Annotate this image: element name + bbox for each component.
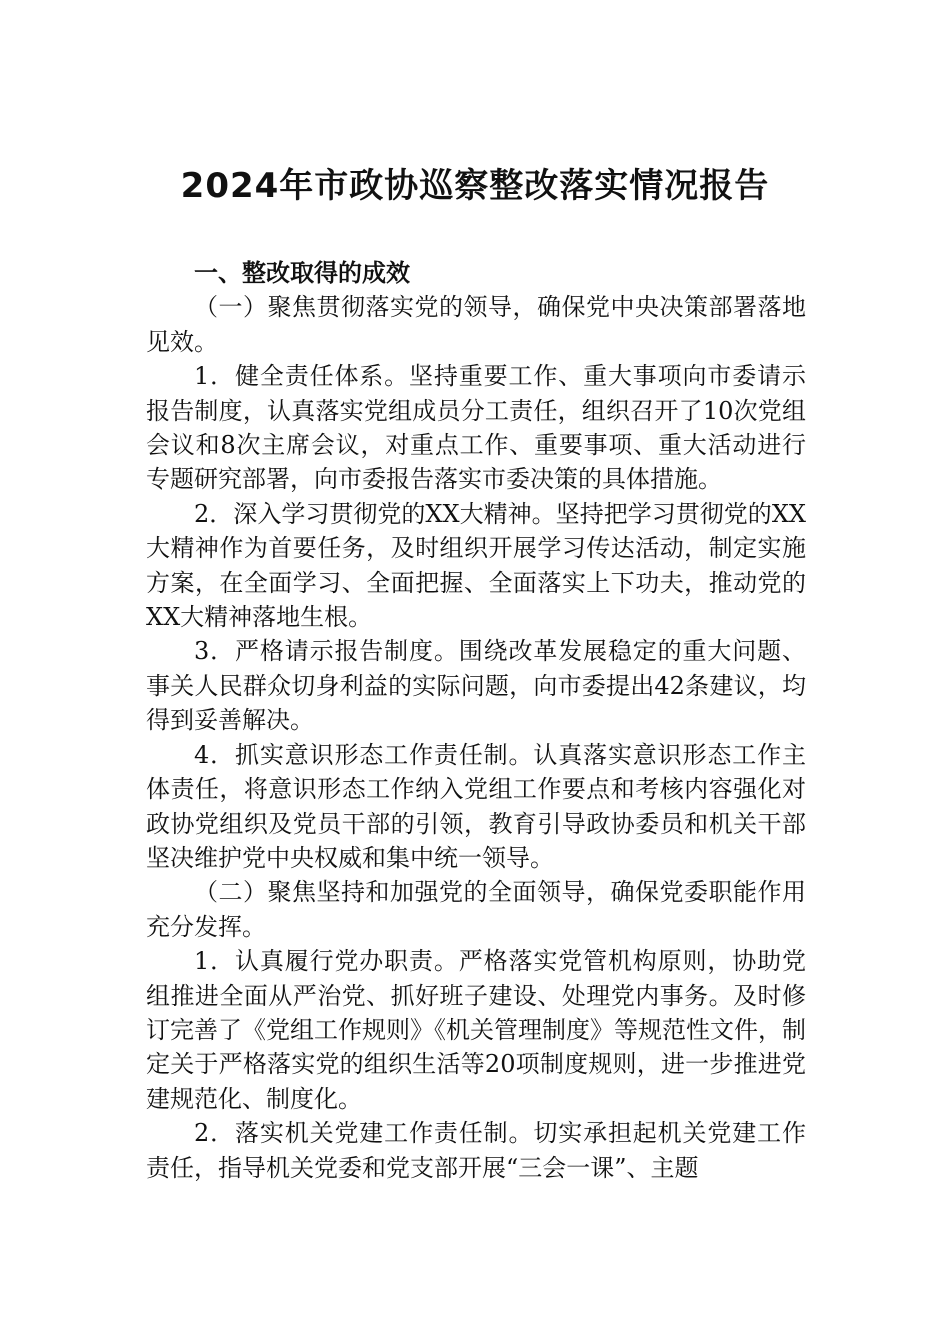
- paragraph: 4．抓实意识形态工作责任制。认真落实意识形态工作主体责任，将意识形态工作纳入党组工作要点和考核内容强化对政协党组织及党员干部的引领，教育引导政协委员和机关干部坚决维护党中央权威和集中统一领导。: [146, 740, 806, 872]
- paragraph: 2．深入学习贯彻党的XX大精神。坚持把学习贯彻党的XX大精神作为首要任务，及时组织开展学习传达活动，制定实施方案，在全面学习、全面把握、全面落实上下功夫，推动党的XX大精神落地生根。: [146, 499, 806, 632]
- paragraph: 1．认真履行党办职责。严格落实党管机构原则，协助党组推进全面从严治党、抓好班子建设、处理党内事务。及时修订完善了《党组工作规则》《机关管理制度》等规范性文件，制定关于严格落实党的组织生活等20项制度规则，进一步推进党建规范化、制度化。: [146, 947, 806, 1113]
- subsection-heading: （二）聚焦坚持和加强党的全面领导，确保党委职能作用充分发挥。: [146, 878, 806, 941]
- document-title: 2024年市政协巡察整改落实情况报告: [180, 166, 770, 206]
- section-heading: 一、整改取得的成效: [194, 259, 410, 287]
- document-body: [146, 256, 806, 1185]
- paragraph: 1．健全责任体系。坚持重要工作、重大事项向市委请示报告制度，认真落实党组成员分工责任，组织召开了10次党组会议和8次主席会议，对重点工作、重要事项、重大活动进行专题研究部署，向市委报告落实市委决策的具体措施。: [146, 362, 806, 494]
- paragraph: 2．落实机关党建工作责任制。切实承担起机关党建工作责任，指导机关党委和党支部开展“三会一课”、主题: [146, 1119, 806, 1182]
- subsection-heading: （一）聚焦贯彻落实党的领导，确保党中央决策部署落地见效。: [146, 293, 806, 356]
- paragraph: 3．严格请示报告制度。围绕改革发展稳定的重大问题、事关人民群众切身利益的实际问题，向市委提出42条建议，均得到妥善解决。: [146, 637, 806, 735]
